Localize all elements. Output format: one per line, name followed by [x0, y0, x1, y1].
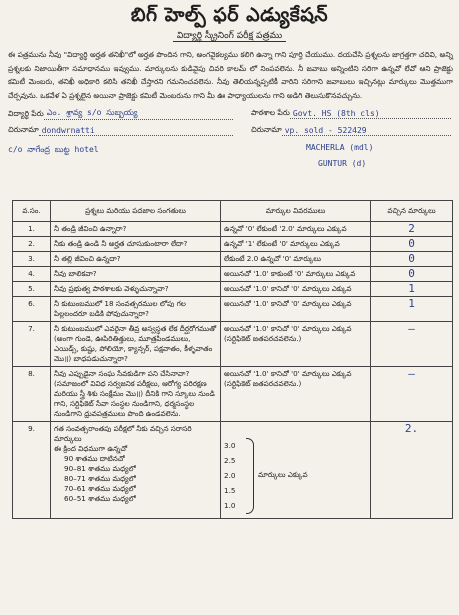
table-row: [13, 367, 453, 422]
school-name-value: Govt. HS (8th cls): [290, 109, 451, 119]
address-value: dondwrnatti: [39, 126, 233, 136]
row-number: 9.: [13, 422, 51, 519]
row-marks-rule: అయినచో '1.0' కానిచో '0' మార్కులు ఎక్కువ (సర్టిఫికెట్ జతపరచవలెను.): [221, 322, 371, 367]
row-score[interactable]: 1: [371, 297, 453, 322]
q9-brace: [246, 438, 254, 514]
q9-range-4: 60–51 శాతము మధ్యలో: [64, 494, 136, 503]
row-number: 2.: [13, 237, 51, 252]
row-score[interactable]: 2: [371, 222, 453, 237]
row-question: నీ కుటుంబములో ఎవరైనా తీవ్ర అస్వస్థత లేక దీర్ఘరోగముతో (అంగా గుండె, ఊపిరితిత్తులు, మూత్రపిండములు, ఎయిడ్స్, కుష్టు, పోలియో, క్యాన్సర్, పక్షవాతం, కీళ్ళవాతం మొ॥) బాధపడుచున్నారా?: [51, 322, 221, 367]
row-marks-rule: అయినచో '1.0' కానిచో '0' మార్కులు ఎక్కువ: [221, 282, 371, 297]
table-row: [13, 282, 453, 297]
q9-range-1: 90–81 శాతము మధ్యలో: [64, 464, 136, 473]
row-marks-rule: అయినచో '1.0' కానిచో '0' మార్కులు ఎక్కువ (సర్టిఫికెట్ జతపరచవలెను.): [221, 367, 371, 422]
table-row: [13, 322, 453, 367]
row-number: 8.: [13, 367, 51, 422]
table-row: [13, 252, 453, 267]
school-name-label: పాఠశాల పేరు: [251, 108, 290, 117]
row-marks-rule: అయినచో '1.0' కాకుంటే '0' మార్కులు ఎక్కువ: [221, 267, 371, 282]
form-title: బిగ్ హెల్ప్ ఫర్ ఎడ్యుకేషన్: [130, 4, 329, 26]
row-question: నీవు ఎప్పుడైనా సంఘ సేవకుడిగా పని చేసినావా? (సమాజంలో వివిధ సర్వజనిక పరీక్షలు, ఆరోగ్య పరిరక్షణ మరియు స్త్రీ శిశు సంక్షేమం మొ॥) దీనికి గాని స్కూలు నుండి గాని, సర్టిఫికెట్ సేవా సంస్థల నుండిగాని, ధర్మసంస్థల నుండిగాని ధ్రువపత్రములు పొంది ఉండవలెను.: [51, 367, 221, 422]
q9-point-1: 2.5: [224, 456, 236, 465]
address-field[interactable]: [8, 125, 233, 136]
scoring-table: [12, 200, 453, 519]
school-address-label: చిరునామా: [251, 125, 282, 134]
row-score[interactable]: 0: [371, 267, 453, 282]
table-row: [13, 297, 453, 322]
subtitle-text: విద్యార్థి స్క్రీనింగ్ పరీక్ష పత్రము: [173, 31, 286, 42]
row-question: నీకు తండ్రి ఉండి నీ అర్హత చూసుకుంటారా లేదా?: [51, 237, 221, 252]
mandal-text: MACHERLA (mdl): [306, 143, 374, 152]
student-details: [6, 105, 456, 183]
row-number: 3.: [13, 252, 51, 267]
address-label: చిరునామా: [8, 125, 39, 134]
row-question: నీ కుటుంబములో 18 సంవత్సరముల లోపు గల పిల్లలందరూ బడికి పోవుచున్నారా?: [51, 297, 221, 322]
school-name-field[interactable]: [251, 108, 451, 119]
q9-point-4: 1.0: [224, 501, 236, 510]
row-number: 7.: [13, 322, 51, 367]
student-name-label: విద్యార్థి పేరు: [8, 109, 44, 118]
table-row: [13, 422, 453, 519]
col-obtained-header: వచ్చిన మార్కులు: [371, 201, 453, 222]
row-question: నీవు ప్రభుత్వ పాఠశాలకు వెళ్ళుచున్నావా?: [51, 282, 221, 297]
address-line-2: c/o నాగేంద్ర బుట్ట hotel: [8, 145, 99, 154]
row-score[interactable]: 2.: [371, 422, 453, 519]
school-address-field[interactable]: [251, 125, 451, 136]
table-header-row: [13, 201, 453, 222]
q9-question-text: గత సంవత్సరాంతపు పరీక్షలో నీకు వచ్చిన సరాసరి మార్కులు: [54, 424, 192, 443]
q9-range-2: 80–71 శాతము మధ్యలో: [64, 474, 136, 483]
row-score[interactable]: 1: [371, 282, 453, 297]
form-subtitle: [0, 31, 459, 43]
row-question: [51, 422, 221, 519]
col-serial-header: వ.సం.: [13, 201, 51, 222]
q9-range-0: 90 శాతము దాటినచో: [64, 454, 125, 463]
q9-point-0: 3.0: [224, 441, 236, 450]
q9-intro: ఈ క్రింద విధముగా ఉన్నచో: [54, 444, 128, 453]
row-number: 6.: [13, 297, 51, 322]
student-name-value: ఎం. శ్రావ్య s/o సుబ్బయ్య: [44, 108, 233, 120]
school-address-value: vp. sold - 522429: [282, 126, 451, 136]
row-number: 4.: [13, 267, 51, 282]
q9-point-2: 2.0: [224, 471, 236, 480]
col-question-header: ప్రశ్నలు మరియు పదజాల సంగతులు: [51, 201, 221, 222]
row-question: నీ తల్లి జీవించి ఉన్నదా?: [51, 252, 221, 267]
row-marks-rule: [221, 422, 371, 519]
instructions-paragraph: ఈ పత్రమును నీవు "విద్యార్థి అర్హత తనిఖీ"లో అర్హత పొందిన గాని, అంగవైకల్యము కలిగి ఉన్నా గాని పూర్తి చేయుము. దయచేసి ప్రశ్నలను జాగ్రత్తగా చదివి, అన్ని ప్రశ్నలకు నిజాయితీగా సమాధానము ఇవ్వుము. మార్కులను కుడివైపు చివరి కాలమ్ లో నింపవలెను. నీ జవాబు అన్నింటిని సరిగా ఉన్నవో లేవో ఆని ప్రాజెక్టు కమిటీ మెంబరు, తనిఖీ అధికారి కలిసి తనిఖీ చేస్తారని గమనించవలెను. నీవు తెలియన్నప్పటికీ వారిని సరిగాని జవాబులు ఇచ్చినట్లు మార్కులు మొత్తముగా చేర్పవును. ఒకవేళ ఏ ప్రశ్నలైన అయినా ప్రాజెక్టు కమిటీ మెంబరును గాని మీ ఊ పాధ్యాయులను గాని అడిగి తెలుసుకొనవచ్చును.: [8, 50, 453, 100]
row-score[interactable]: —: [371, 367, 453, 422]
row-question: నీ తండ్రి జీవించి ఉన్నారా?: [51, 222, 221, 237]
col-marks-details-header: మార్కుల వివరములు: [221, 201, 371, 222]
table-row: [13, 222, 453, 237]
q9-points-block: [224, 424, 367, 516]
table-row: [13, 237, 453, 252]
row-number: 1.: [13, 222, 51, 237]
q9-marks-label: మార్కులు ఎక్కువ: [258, 470, 308, 479]
q9-points: [224, 438, 244, 513]
row-score[interactable]: 0: [371, 252, 453, 267]
row-marks-rule: ఉన్నవో '0' లేకుంటే '2.0' మార్కులు ఎక్కువ: [221, 222, 371, 237]
table-row: [13, 267, 453, 282]
q9-range-3: 70–61 శాతము మధ్యలో: [64, 484, 136, 493]
row-score[interactable]: —: [371, 322, 453, 367]
row-number: 5.: [13, 282, 51, 297]
row-marks-rule: ఉన్నవో '1' లేకుంటే '0' మార్కులు ఎక్కువ: [221, 237, 371, 252]
row-score[interactable]: 0: [371, 237, 453, 252]
row-question: నీవు బాలికవా?: [51, 267, 221, 282]
row-marks-rule: లేకుంటే 2.0 ఉన్నచో '0' మార్కులు: [221, 252, 371, 267]
student-name-field[interactable]: [8, 108, 233, 120]
q9-point-3: 1.5: [224, 486, 236, 495]
district-text: GUNTUR (d): [318, 159, 367, 168]
row-marks-rule: అయినచో '1.0' కానిచో '0' మార్కులు ఎక్కువ: [221, 297, 371, 322]
